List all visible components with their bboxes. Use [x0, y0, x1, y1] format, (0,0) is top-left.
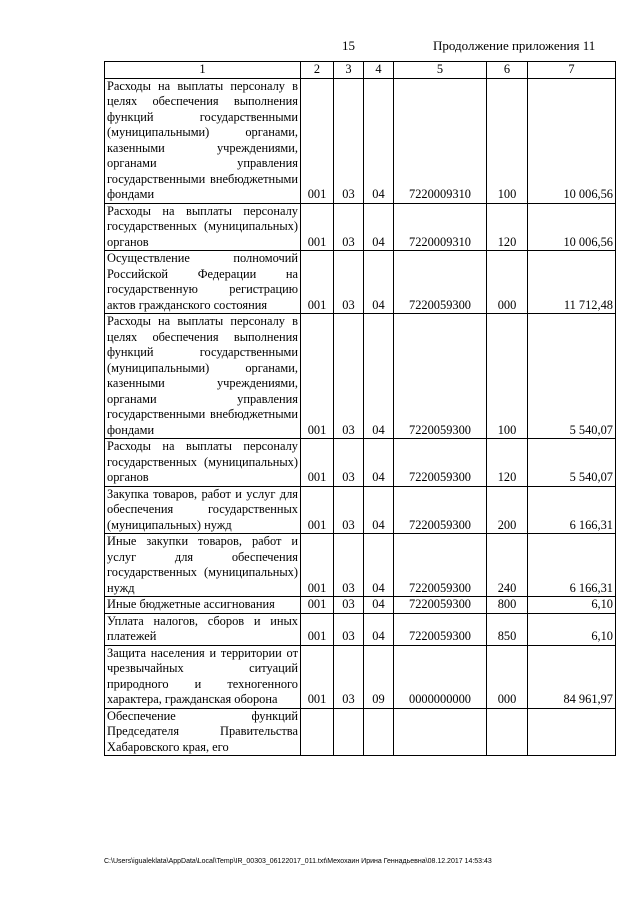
file-path-footer: C:\Users\igualeklata\AppData\Local\Temp\IR_00303_06122017_011.txt\Мехохаин Ирина Геннадьевна\08.12.2017 14:53:43 — [104, 858, 492, 865]
col-header: 3 — [334, 62, 364, 79]
cell-amount: 11 712,48 — [528, 251, 616, 314]
cell-col2: 001 — [301, 439, 334, 487]
cell-col5: 0000000000 — [394, 645, 487, 708]
cell-col6: 850 — [487, 613, 528, 645]
row-description: Расходы на выплаты персоналу государственных (муниципальных) органов — [105, 439, 301, 487]
cell-amount: 10 006,56 — [528, 78, 616, 203]
cell-col4: 09 — [364, 645, 394, 708]
row-description: Расходы на выплаты персоналу в целях обеспечения выполнения функций государственными (муниципальными) органами, казенными учреждениями, органами управления государственными внебюджетными фондами — [105, 314, 301, 439]
cell-col2: 001 — [301, 613, 334, 645]
cell-col2: 001 — [301, 314, 334, 439]
cell-amount: 6 166,31 — [528, 534, 616, 597]
cell-col5: 7220059300 — [394, 251, 487, 314]
col-header: 7 — [528, 62, 616, 79]
cell-col3: 03 — [334, 534, 364, 597]
cell-amount — [528, 708, 616, 756]
row-description: Осуществление полномочий Российской Федерации на государственную регистрацию актов гражданского состояния — [105, 251, 301, 314]
row-description: Закупка товаров, работ и услуг для обеспечения государственных (муниципальных) нужд — [105, 486, 301, 534]
cell-col4: 04 — [364, 251, 394, 314]
continuation-label: Продолжение приложения 11 — [433, 38, 596, 53]
page-number: 15 — [342, 38, 355, 53]
table-row — [105, 597, 616, 614]
cell-col5: 7220059300 — [394, 314, 487, 439]
table-row — [105, 708, 616, 756]
cell-col3: 03 — [334, 597, 364, 614]
row-description: Уплата налогов, сборов и иных платежей — [105, 613, 301, 645]
cell-col4 — [364, 708, 394, 756]
row-description: Иные бюджетные ассигнования — [105, 597, 301, 614]
cell-col4: 04 — [364, 613, 394, 645]
table-row — [105, 314, 616, 439]
cell-amount: 6,10 — [528, 597, 616, 614]
cell-col5: 7220009310 — [394, 78, 487, 203]
cell-col6: 000 — [487, 251, 528, 314]
cell-col4: 04 — [364, 314, 394, 439]
cell-col5 — [394, 708, 487, 756]
cell-col3: 03 — [334, 439, 364, 487]
cell-col3: 03 — [334, 645, 364, 708]
cell-col3: 03 — [334, 613, 364, 645]
cell-col2: 001 — [301, 645, 334, 708]
table-row — [105, 439, 616, 487]
cell-amount: 6 166,31 — [528, 486, 616, 534]
cell-col2: 001 — [301, 534, 334, 597]
cell-col3: 03 — [334, 314, 364, 439]
cell-col5: 7220059300 — [394, 439, 487, 487]
row-description: Расходы на выплаты персоналу в целях обеспечения выполнения функций государственными (муниципальными) органами, казенными учреждениями, органами управления государственными внебюджетными фондами — [105, 78, 301, 203]
col-header: 5 — [394, 62, 487, 79]
cell-col3: 03 — [334, 486, 364, 534]
cell-col2: 001 — [301, 486, 334, 534]
cell-col3: 03 — [334, 251, 364, 314]
table-row — [105, 78, 616, 203]
table-row — [105, 203, 616, 251]
row-description: Иные закупки товаров, работ и услуг для обеспечения государственных (муниципальных) нужд — [105, 534, 301, 597]
cell-amount: 5 540,07 — [528, 314, 616, 439]
cell-col6: 200 — [487, 486, 528, 534]
cell-col6: 100 — [487, 314, 528, 439]
cell-col2: 001 — [301, 597, 334, 614]
cell-col5: 7220059300 — [394, 486, 487, 534]
cell-amount: 10 006,56 — [528, 203, 616, 251]
cell-col6: 240 — [487, 534, 528, 597]
cell-col2: 001 — [301, 251, 334, 314]
header-row — [105, 62, 616, 79]
cell-col4: 04 — [364, 78, 394, 203]
cell-col6: 000 — [487, 645, 528, 708]
table-row — [105, 486, 616, 534]
cell-col5: 7220059300 — [394, 613, 487, 645]
cell-col5: 7220009310 — [394, 203, 487, 251]
budget-table — [104, 61, 616, 756]
cell-col4: 04 — [364, 203, 394, 251]
cell-col3: 03 — [334, 203, 364, 251]
cell-col4: 04 — [364, 486, 394, 534]
cell-col6 — [487, 708, 528, 756]
col-header: 6 — [487, 62, 528, 79]
table-row — [105, 613, 616, 645]
cell-col6: 120 — [487, 439, 528, 487]
col-header: 2 — [301, 62, 334, 79]
cell-col2: 001 — [301, 203, 334, 251]
cell-col5: 7220059300 — [394, 597, 487, 614]
col-header: 4 — [364, 62, 394, 79]
cell-amount: 84 961,97 — [528, 645, 616, 708]
cell-col6: 120 — [487, 203, 528, 251]
cell-col4: 04 — [364, 597, 394, 614]
cell-amount: 5 540,07 — [528, 439, 616, 487]
cell-col5: 7220059300 — [394, 534, 487, 597]
row-description: Обеспечение функций Председателя Правительства Хабаровского края, его — [105, 708, 301, 756]
table-row — [105, 534, 616, 597]
row-description: Расходы на выплаты персоналу государственных (муниципальных) органов — [105, 203, 301, 251]
cell-col6: 100 — [487, 78, 528, 203]
cell-col2: 001 — [301, 78, 334, 203]
cell-amount: 6,10 — [528, 613, 616, 645]
col-header: 1 — [105, 62, 301, 79]
cell-col6: 800 — [487, 597, 528, 614]
table-row — [105, 251, 616, 314]
cell-col3: 03 — [334, 78, 364, 203]
cell-col4: 04 — [364, 439, 394, 487]
cell-col4: 04 — [364, 534, 394, 597]
cell-col3 — [334, 708, 364, 756]
row-description: Защита населения и территории от чрезвычайных ситуаций природного и техногенного характера, гражданская оборона — [105, 645, 301, 708]
table-row — [105, 645, 616, 708]
cell-col2 — [301, 708, 334, 756]
